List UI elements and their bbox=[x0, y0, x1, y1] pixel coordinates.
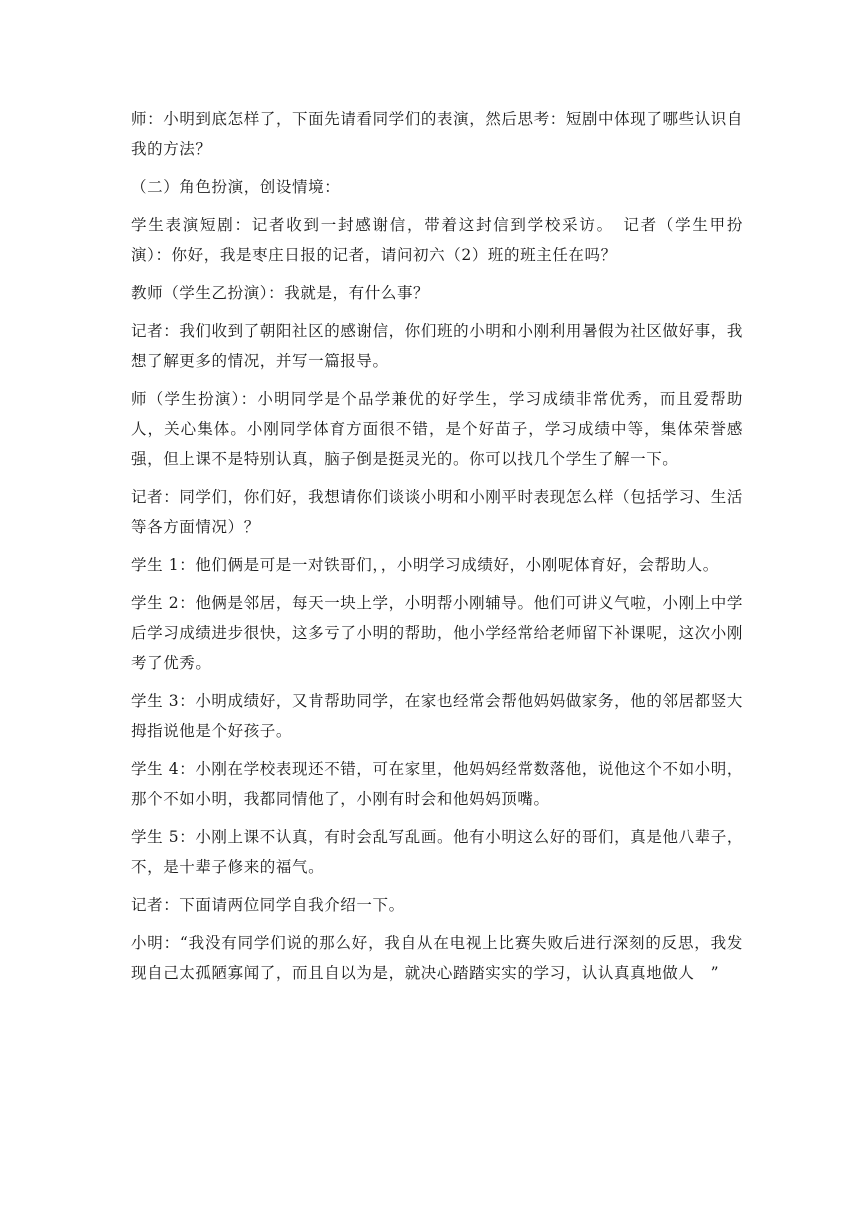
paragraph-teacher-reply: 教师（学生乙扮演）：我就是，有什么事？ bbox=[131, 284, 430, 302]
paragraph-reporter-thanks-letter: 记者：我们收到了朝阳社区的感谢信，你们班的小明和小刚利用暑假为社区做好事，我想了解更多的情况，并写一篇报导。 bbox=[131, 322, 743, 370]
paragraph-section-heading: （二）角色扮演，创设情境： bbox=[131, 178, 341, 196]
paragraph-student-1: 学生 1：他们俩是可是一对铁哥们，，小明学习成绩好，小刚呢体育好，会帮助人。 bbox=[131, 556, 719, 574]
paragraph-xiaoming-self-intro: 小明：“我没有同学们说的那么好，我自从在电视上比赛失败后进行深刻的反思，我发现自己太孤陋寡闻了，而且自以为是，就决心踏踏实实的学习，认认真真地做人 ” bbox=[131, 934, 743, 982]
paragraph-teacher-intro: 师：小明到底怎样了，下面先请看同学们的表演，然后思考：短剧中体现了哪些认识自我的方法？ bbox=[131, 110, 743, 158]
document-body bbox=[131, 104, 743, 996]
paragraph-student-3: 学生 3：小明成绩好，又肯帮助同学，在家也经常会帮他妈妈做家务，他的邻居都竖大拇指说他是个好孩子。 bbox=[131, 692, 743, 740]
paragraph-student-2: 学生 2：他俩是邻居，每天一块上学，小明帮小刚辅导。他们可讲义气啦，小刚上中学后学习成绩进步很快，这多亏了小明的帮助，他小学经常给老师留下补课呢，这次小刚考了优秀。 bbox=[131, 594, 743, 672]
paragraph-reporter-request: 记者：下面请两位同学自我介绍一下。 bbox=[131, 896, 405, 914]
paragraph-reporter-question: 记者：同学们，你们好，我想请你们谈谈小明和小刚平时表现怎么样（包括学习、生活等各方面情况）？ bbox=[131, 488, 743, 536]
paragraph-student-5: 学生 5：小刚上课不认真，有时会乱写乱画。他有小明这么好的哥们，真是他八辈子，不，是十辈子修来的福气。 bbox=[131, 828, 743, 876]
paragraph-teacher-description: 师（学生扮演）：小明同学是个品学兼优的好学生，学习成绩非常优秀，而且爱帮助人，关心集体。小刚同学体育方面很不错，是个好苗子，学习成绩中等，集体荣誉感强，但上课不是特别认真，脑子倒是挺灵光的。你可以找几个学生了解一下。 bbox=[131, 390, 743, 468]
paragraph-student-4: 学生 4：小刚在学校表现还不错，可在家里，他妈妈经常数落他，说他这个不如小明，那个不如小明，我都同情他了，小刚有时会和他妈妈顶嘴。 bbox=[131, 760, 743, 808]
paragraph-skit-intro: 学生表演短剧：记者收到一封感谢信，带着这封信到学校采访。 记者（学生甲扮演）：你好，我是枣庄日报的记者，请问初六（2）班的班主任在吗？ bbox=[131, 216, 743, 264]
